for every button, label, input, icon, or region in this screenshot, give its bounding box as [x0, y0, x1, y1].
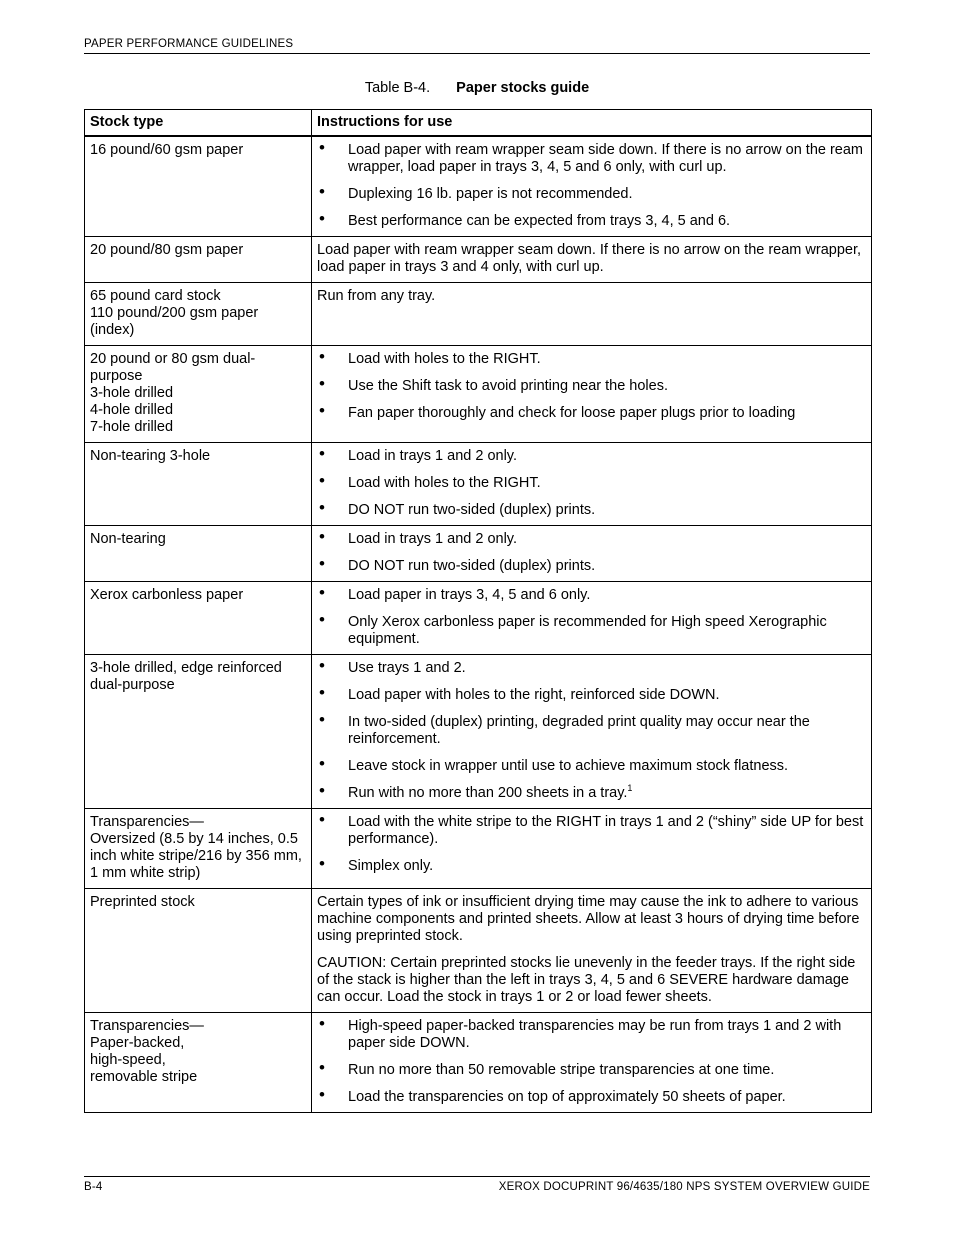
- instruction-item: [317, 754, 866, 775]
- bullet-icon: •: [319, 781, 325, 800]
- stock-type-line: Transparencies—: [90, 814, 204, 830]
- instruction-text: Use trays 1 and 2.: [348, 660, 466, 676]
- instruction-item: [317, 610, 866, 648]
- instructions-cell: [312, 526, 872, 582]
- instruction-list: [317, 583, 866, 648]
- instruction-item: [317, 583, 866, 604]
- instruction-item: [317, 182, 866, 203]
- stock-type-cell: [85, 1013, 312, 1113]
- bullet-icon: •: [319, 810, 325, 829]
- instruction-text: Load in trays 1 and 2 only.: [348, 531, 518, 547]
- stock-type-cell: [85, 655, 312, 809]
- bullet-icon: •: [319, 683, 325, 702]
- table-title: Paper stocks guide: [456, 80, 590, 96]
- instruction-text: DO NOT run two-sided (duplex) prints.: [348, 558, 596, 574]
- instruction-text: In two-sided (duplex) printing, degraded print quality may occur near the reinforcement.: [348, 714, 810, 747]
- instruction-item: [317, 683, 866, 704]
- instruction-item: [317, 1085, 866, 1106]
- instruction-text: Fan paper thoroughly and check for loose paper plugs prior to loading: [348, 405, 796, 421]
- instruction-item: [317, 656, 866, 677]
- bullet-icon: •: [319, 374, 325, 393]
- guide-title: XEROX DOCUPRINT 96/4635/180 NPS SYSTEM OVERVIEW GUIDE: [498, 1181, 870, 1193]
- instruction-item: [317, 444, 866, 465]
- stock-type-line: 65 pound card stock: [90, 288, 221, 304]
- instruction-item: [317, 374, 866, 395]
- instruction-list: [317, 527, 866, 575]
- instructions-cell: [312, 136, 872, 237]
- bullet-icon: •: [319, 182, 325, 201]
- table-row: [85, 889, 872, 1013]
- bullet-icon: •: [319, 1085, 325, 1104]
- bullet-icon: •: [319, 401, 325, 420]
- stock-type-line: Non-tearing 3-hole: [90, 448, 211, 464]
- running-header: PAPER PERFORMANCE GUIDELINES: [84, 38, 870, 54]
- table-row: [85, 526, 872, 582]
- bullet-icon: •: [319, 138, 325, 157]
- bullet-icon: •: [319, 854, 325, 873]
- instruction-text: Load paper with holes to the right, reinforced side DOWN.: [348, 687, 720, 703]
- instruction-text: Run with no more than 200 sheets in a tray.: [348, 785, 628, 801]
- column-header-stock-type: Stock type: [85, 110, 312, 137]
- bullet-icon: •: [319, 710, 325, 729]
- stock-type-cell: [85, 237, 312, 283]
- instruction-text: Load the transparencies on top of approximately 50 sheets of paper.: [348, 1089, 786, 1105]
- bullet-icon: •: [319, 610, 325, 629]
- instruction-item: [317, 710, 866, 748]
- instruction-text: DO NOT run two-sided (duplex) prints.: [348, 502, 596, 518]
- column-header-instructions: Instructions for use: [312, 110, 872, 137]
- table-row: [85, 443, 872, 526]
- instruction-item: [317, 781, 866, 802]
- instruction-item: [317, 1014, 866, 1052]
- stock-type-line: Oversized (8.5 by 14 inches, 0.5 inch white stripe/216 by 356 mm, 1 mm white strip): [90, 831, 302, 881]
- bullet-icon: •: [319, 1058, 325, 1077]
- instruction-list: [317, 444, 866, 519]
- instruction-text: Load in trays 1 and 2 only.: [348, 448, 518, 464]
- bullet-icon: •: [319, 209, 325, 228]
- instruction-text: Duplexing 16 lb. paper is not recommended.: [348, 186, 633, 202]
- instruction-text: Load paper in trays 3, 4, 5 and 6 only.: [348, 587, 591, 603]
- instruction-text: Only Xerox carbonless paper is recommended for High speed Xerographic equipment.: [348, 614, 827, 647]
- stock-type-line: 110 pound/200 gsm paper (index): [90, 305, 259, 338]
- bullet-icon: •: [319, 554, 325, 573]
- bullet-icon: •: [319, 347, 325, 366]
- instruction-list: [317, 138, 866, 230]
- table-number: Table B-4.: [364, 80, 431, 96]
- instruction-text: Load with the white stripe to the RIGHT in trays 1 and 2 (“shiny” side UP for best performance).: [348, 814, 864, 847]
- bullet-icon: •: [319, 471, 325, 490]
- running-footer: [84, 1176, 870, 1193]
- stock-type-line: 16 pound/60 gsm paper: [90, 142, 244, 158]
- instructions-cell: [312, 889, 872, 1013]
- bullet-icon: •: [319, 1014, 325, 1033]
- stock-type-cell: [85, 582, 312, 655]
- stock-type-cell: [85, 526, 312, 582]
- table-row: [85, 237, 872, 283]
- instruction-item: [317, 138, 866, 176]
- instruction-list: [317, 347, 866, 422]
- instruction-text: Load paper with ream wrapper seam side down. If there is no arrow on the ream wrapper, load paper in trays 3, 4, 5 and 6 only, with curl up.: [348, 142, 864, 175]
- table-row: [85, 1013, 872, 1113]
- stock-type-cell: [85, 809, 312, 889]
- table-row: [85, 346, 872, 443]
- stock-type-line: Paper-backed,: [90, 1035, 185, 1051]
- table-row: [85, 655, 872, 809]
- bullet-icon: •: [319, 656, 325, 675]
- stock-type-line: high-speed,: [90, 1052, 166, 1068]
- instruction-text: Load with holes to the RIGHT.: [348, 475, 541, 491]
- table-header-row: [85, 110, 872, 137]
- instruction-text: Best performance can be expected from trays 3, 4, 5 and 6.: [348, 213, 731, 229]
- instructions-cell: [312, 655, 872, 809]
- instruction-item: [317, 554, 866, 575]
- instruction-text: Use the Shift task to avoid printing near the holes.: [348, 378, 668, 394]
- bullet-icon: •: [319, 444, 325, 463]
- table-row: [85, 283, 872, 346]
- stock-type-cell: [85, 889, 312, 1013]
- instructions-cell: [312, 443, 872, 526]
- stock-type-cell: [85, 346, 312, 443]
- instructions-cell: [312, 809, 872, 889]
- bullet-icon: •: [319, 527, 325, 546]
- bullet-icon: •: [319, 754, 325, 773]
- instruction-paragraph: CAUTION: Certain preprinted stocks lie unevenly in the feeder trays. If the right side of the stack is higher than the left in trays 3, 4, 5 and 6 SEVERE hardware damage can occur. Load the stock in trays 1 or 2 or load fewer sheets.: [317, 955, 856, 1005]
- table-row: [85, 136, 872, 237]
- bullet-icon: •: [319, 498, 325, 517]
- stock-type-line: Preprinted stock: [90, 894, 195, 910]
- instruction-list: [317, 656, 866, 802]
- instruction-item: [317, 498, 866, 519]
- instruction-list: [317, 1014, 866, 1106]
- instruction-item: [317, 471, 866, 492]
- instructions-cell: [312, 1013, 872, 1113]
- stock-type-line: removable stripe: [90, 1069, 198, 1085]
- instructions-cell: [312, 346, 872, 443]
- table-row: [85, 582, 872, 655]
- stock-type-line: 20 pound or 80 gsm dual-purpose: [90, 351, 256, 384]
- instruction-paragraph: Load paper with ream wrapper seam down. If there is no arrow on the ream wrapper, load paper in trays 3 and 4 only, with curl up.: [317, 242, 862, 275]
- instruction-text: Leave stock in wrapper until use to achieve maximum stock flatness.: [348, 758, 789, 774]
- instruction-item: [317, 810, 866, 848]
- stock-type-cell: [85, 443, 312, 526]
- instructions-cell: [312, 283, 872, 346]
- footnote-mark: 1: [627, 783, 633, 794]
- paper-stocks-table: [84, 109, 872, 1113]
- instruction-paragraph: Run from any tray.: [317, 288, 436, 304]
- stock-type-cell: [85, 136, 312, 237]
- stock-type-cell: [85, 283, 312, 346]
- instructions-cell: [312, 237, 872, 283]
- stock-type-line: Non-tearing: [90, 531, 166, 547]
- instruction-text: Run no more than 50 removable stripe transparencies at one time.: [348, 1062, 775, 1078]
- instruction-list: [317, 810, 866, 875]
- stock-type-line: 3-hole drilled: [90, 385, 174, 401]
- page-number: B-4: [84, 1181, 103, 1193]
- instruction-paragraph: Certain types of ink or insufficient drying time may cause the ink to adhere to various machine components and printed sheets. Allow at least 3 hours of drying time before using preprinted stock.: [317, 894, 860, 944]
- instruction-item: [317, 854, 866, 875]
- stock-type-line: 20 pound/80 gsm paper: [90, 242, 244, 258]
- instruction-item: [317, 401, 866, 422]
- instruction-item: [317, 347, 866, 368]
- instruction-text: High-speed paper-backed transparencies may be run from trays 1 and 2 with paper side DOWN.: [348, 1018, 842, 1051]
- stock-type-line: 7-hole drilled: [90, 419, 174, 435]
- instruction-item: [317, 527, 866, 548]
- instruction-item: [317, 1058, 866, 1079]
- instruction-text: Load with holes to the RIGHT.: [348, 351, 541, 367]
- stock-type-line: 4-hole drilled: [90, 402, 174, 418]
- table-body: [85, 136, 872, 1113]
- instruction-item: [317, 209, 866, 230]
- table-caption: [84, 80, 870, 96]
- stock-type-line: Transparencies—: [90, 1018, 204, 1034]
- instructions-cell: [312, 582, 872, 655]
- table-row: [85, 809, 872, 889]
- instruction-text: Simplex only.: [348, 858, 434, 874]
- stock-type-line: Xerox carbonless paper: [90, 587, 244, 603]
- stock-type-line: 3-hole drilled, edge reinforced dual-purpose: [90, 660, 282, 693]
- bullet-icon: •: [319, 583, 325, 602]
